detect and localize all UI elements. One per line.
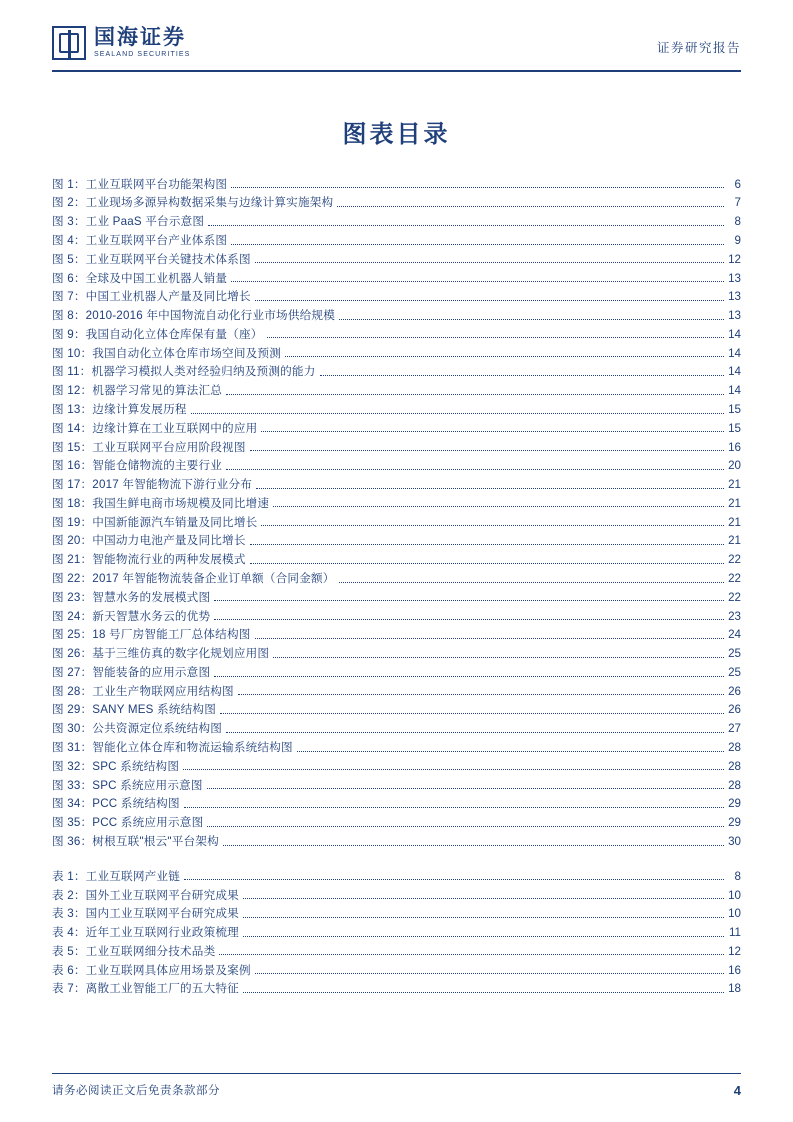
toc-entry-page: 26 [728, 684, 741, 698]
toc-entry-label: 图 16：智能仓储物流的主要行业 [52, 459, 223, 473]
toc-entry-label: 图 32：SPC 系统结构图 [52, 759, 180, 773]
toc-leader [191, 405, 724, 414]
toc-entry[interactable] [52, 231, 741, 250]
toc-entry-page: 26 [728, 703, 741, 717]
toc-entry[interactable] [52, 400, 741, 419]
toc-leader [183, 761, 724, 770]
toc-leader [243, 890, 724, 899]
toc-leader [208, 217, 724, 226]
toc-leader [339, 311, 724, 320]
toc-entry[interactable] [52, 886, 741, 905]
toc-entry-page: 12 [728, 252, 741, 266]
toc-entry[interactable] [52, 942, 741, 961]
toc-entry-page: 29 [728, 816, 741, 830]
toc-entry-page: 25 [728, 647, 741, 661]
toc-entry[interactable] [52, 194, 741, 213]
company-logo [52, 26, 190, 60]
toc-entry[interactable] [52, 213, 741, 232]
toc-entry[interactable] [52, 645, 741, 664]
toc-entry-label: 图 27：智能装备的应用示意图 [52, 665, 211, 679]
toc-leader [320, 367, 724, 376]
toc-leader [273, 498, 724, 507]
toc-entry-label: 图 5：工业互联网平台关键技术体系图 [52, 252, 251, 266]
toc-entry[interactable] [52, 980, 741, 999]
toc-leader [250, 442, 724, 451]
toc-entry-page: 14 [728, 384, 741, 398]
toc-leader [231, 179, 724, 188]
toc-leader [226, 724, 724, 733]
toc-entry-label: 图 4：工业互联网平台产业体系图 [52, 233, 228, 247]
toc-leader [231, 273, 724, 282]
toc-leader [256, 480, 724, 489]
toc-entry-label: 图 2：工业现场多源异构数据采集与边缘计算实施架构 [52, 196, 334, 210]
toc-entry-label: 图 34：PCC 系统结构图 [52, 797, 180, 811]
toc-entry-label: 图 11：机器学习模拟人类对经验归纳及预测的能力 [52, 365, 316, 379]
toc-leader [255, 630, 724, 639]
toc-entry-page: 16 [728, 440, 741, 454]
toc-entry[interactable] [52, 438, 741, 457]
toc-entry-label: 图 33：SPC 系统应用示意图 [52, 778, 203, 792]
page-header [52, 26, 741, 72]
toc-leader [250, 536, 724, 545]
toc-entry-page: 13 [728, 309, 741, 323]
toc-entry[interactable] [52, 513, 741, 532]
toc-leader [184, 799, 724, 808]
toc-entry-label: 图 3：工业 PaaS 平台示意图 [52, 215, 205, 229]
toc-entry-page: 14 [728, 365, 741, 379]
toc-entry-page: 14 [728, 327, 741, 341]
toc-entry-label: 图 14：边缘计算在工业互联网中的应用 [52, 421, 258, 435]
toc-entry[interactable] [52, 325, 741, 344]
toc-entry-label: 图 19：中国新能源汽车销量及同比增长 [52, 515, 258, 529]
toc-entry-label: 图 9：我国自动化立体仓库保有量（座） [52, 327, 263, 341]
toc-entry-label: 图 25：18 号厂房智能工厂总体结构图 [52, 628, 251, 642]
toc-entry-page: 29 [728, 797, 741, 811]
toc-entry[interactable] [52, 663, 741, 682]
toc-entry-label: 图 13：边缘计算发展历程 [52, 402, 187, 416]
disclaimer-note: 请务必阅读正文后免责条款部分 [52, 1085, 220, 1097]
toc-entry[interactable] [52, 626, 741, 645]
page-title: 图表目录 [342, 119, 451, 148]
toc-entry-label: 图 8：2010-2016 年中国物流自动化行业市场供给规模 [52, 309, 336, 323]
toc-entry-label: 表 6：工业互联网具体应用场景及案例 [52, 963, 251, 977]
toc-entry-page: 18 [728, 982, 741, 996]
toc-entry[interactable] [52, 720, 741, 739]
toc-entry-page: 7 [734, 196, 741, 210]
logo-name-cn: 国海证券 [94, 26, 186, 50]
toc-entry-page: 13 [728, 271, 741, 285]
toc-entry-label: 图 10：我国自动化立体仓库市场空间及预测 [52, 346, 282, 360]
toc-entry-page: 30 [728, 834, 741, 848]
toc-leader [220, 705, 724, 714]
toc-entry-page: 27 [728, 722, 741, 736]
toc-entry-page: 10 [728, 888, 741, 902]
page-footer [52, 1073, 741, 1098]
toc-entry-page: 15 [728, 421, 741, 435]
toc-entry[interactable] [52, 476, 741, 495]
toc-leader [261, 517, 724, 526]
toc-entry[interactable] [52, 776, 741, 795]
toc-entry-label: 图 29：SANY MES 系统结构图 [52, 703, 217, 717]
toc-entry[interactable] [52, 867, 741, 886]
toc-entry-label: 图 35：PCC 系统应用示意图 [52, 816, 204, 830]
toc-leader [238, 686, 724, 695]
toc-entry[interactable] [52, 607, 741, 626]
toc-leader [250, 555, 724, 564]
toc-leader [243, 984, 724, 993]
toc-entry-label: 图 7：中国工业机器人产量及同比增长 [52, 290, 251, 304]
toc-entry-page: 28 [728, 741, 741, 755]
toc-leader [261, 423, 724, 432]
toc-leader [226, 386, 724, 395]
table-of-contents [52, 175, 741, 999]
toc-entry[interactable] [52, 961, 741, 980]
toc-leader [255, 254, 724, 263]
toc-leader [339, 574, 724, 583]
toc-entry-label: 图 15：工业互联网平台应用阶段视图 [52, 440, 246, 454]
toc-entry-page: 22 [728, 572, 741, 585]
toc-leader [214, 611, 724, 620]
toc-entry-label: 图 21：智能物流行业的两种发展模式 [52, 553, 246, 567]
toc-entry-label: 图 12：机器学习常见的算法汇总 [52, 384, 223, 398]
toc-leader [243, 909, 724, 918]
toc-entry[interactable] [52, 382, 741, 401]
toc-leader [285, 348, 724, 357]
toc-entry-page: 6 [734, 177, 741, 191]
toc-entry-label: 图 6：全球及中国工业机器人销量 [52, 271, 228, 285]
toc-entry-page: 25 [728, 665, 741, 679]
logo-text-block [94, 27, 190, 58]
toc-entry-label: 图 26：基于三维仿真的数字化规划应用图 [52, 647, 270, 661]
toc-entry-label: 表 1：工业互联网产业链 [52, 869, 181, 883]
toc-entry-label: 表 2：国外工业互联网平台研究成果 [52, 888, 239, 902]
toc-section-gap [52, 851, 741, 867]
toc-entry-label: 图 18：我国生鲜电商市场规模及同比增速 [52, 496, 270, 510]
toc-entry-page: 15 [728, 402, 741, 416]
toc-entry[interactable] [52, 832, 741, 851]
toc-entry[interactable] [52, 494, 741, 513]
toc-entry[interactable] [52, 905, 741, 924]
toc-leader [297, 743, 724, 752]
toc-entry-page: 22 [728, 553, 741, 567]
toc-entry[interactable] [52, 363, 741, 382]
toc-entry-page: 21 [728, 496, 741, 510]
page-number: 4 [733, 1082, 741, 1098]
toc-entry-page: 16 [728, 963, 741, 977]
toc-entry[interactable] [52, 250, 741, 269]
logo-name-en: SEALAND SECURITIES [94, 51, 191, 59]
toc-entry-page: 12 [728, 944, 741, 958]
toc-entry-page: 10 [728, 907, 741, 921]
toc-entry-page: 22 [728, 590, 741, 604]
toc-entry[interactable] [52, 701, 741, 720]
toc-leader [214, 668, 724, 677]
toc-entry[interactable] [52, 419, 741, 438]
toc-entry[interactable] [52, 757, 741, 776]
toc-entry-page: 21 [728, 478, 741, 492]
toc-entry[interactable] [52, 682, 741, 701]
toc-leader [267, 329, 724, 338]
toc-entry-label: 图 36：树根互联"根云"平台架构 [52, 834, 219, 848]
toc-entry[interactable] [52, 814, 741, 833]
toc-entry[interactable] [52, 923, 741, 942]
toc-entry[interactable] [52, 738, 741, 757]
toc-entry-page: 11 [728, 926, 741, 940]
toc-entry-page: 8 [734, 869, 741, 883]
sealand-logo-icon [52, 26, 86, 60]
toc-entry[interactable] [52, 306, 741, 325]
toc-entry[interactable] [52, 532, 741, 551]
toc-entry-label: 表 5：工业互联网细分技术品类 [52, 944, 216, 958]
toc-leader [184, 871, 724, 880]
toc-leader [255, 292, 724, 301]
toc-entry[interactable] [52, 588, 741, 607]
toc-leader [226, 461, 724, 470]
toc-entry-page: 9 [734, 233, 741, 247]
toc-entry-page: 21 [728, 534, 741, 548]
toc-entry[interactable] [52, 175, 741, 194]
toc-entry[interactable] [52, 288, 741, 307]
report-type-label: 证券研究报告 [656, 41, 741, 55]
toc-leader [231, 236, 724, 245]
toc-entry-page: 28 [728, 759, 741, 773]
toc-entry-label: 图 17：2017 年智能物流下游行业分布 [52, 478, 253, 492]
toc-entry[interactable] [52, 269, 741, 288]
toc-leader [207, 780, 724, 789]
toc-leader [255, 965, 724, 974]
toc-entry-label: 图 22：2017 年智能物流装备企业订单额（合同金额） [52, 572, 335, 585]
toc-leader [214, 592, 724, 601]
toc-entry-label: 表 4：近年工业互联网行业政策梳理 [52, 926, 239, 940]
toc-entry[interactable] [52, 457, 741, 476]
toc-leader [243, 928, 724, 937]
toc-entry-page: 20 [728, 459, 741, 473]
toc-leader [223, 837, 724, 846]
toc-entry-page: 8 [734, 215, 741, 229]
toc-entry-page: 14 [728, 346, 741, 360]
toc-entry-label: 图 31：智能化立体仓库和物流运输系统结构图 [52, 741, 293, 755]
toc-entry[interactable] [52, 569, 741, 588]
toc-entry-page: 21 [728, 515, 741, 529]
toc-leader [207, 818, 724, 827]
toc-entry-page: 28 [728, 778, 741, 792]
toc-entry-label: 表 7：离散工业智能工厂的五大特征 [52, 982, 239, 996]
toc-entry-label: 图 30：公共资源定位系统结构图 [52, 722, 223, 736]
toc-entry-page: 24 [728, 628, 741, 642]
toc-figures-group [52, 175, 741, 851]
toc-tables-group [52, 867, 741, 998]
toc-entry-page: 23 [728, 609, 741, 623]
toc-leader [219, 946, 724, 955]
toc-entry-label: 图 20：中国动力电池产量及同比增长 [52, 534, 246, 548]
toc-entry-label: 图 28：工业生产物联网应用结构图 [52, 684, 234, 698]
toc-entry-label: 表 3：国内工业互联网平台研究成果 [52, 907, 239, 921]
toc-entry-label: 图 1：工业互联网平台功能架构图 [52, 177, 228, 191]
toc-entry[interactable] [52, 795, 741, 814]
toc-entry[interactable] [52, 551, 741, 570]
toc-leader [337, 198, 724, 207]
toc-entry[interactable] [52, 344, 741, 363]
toc-entry-label: 图 23：智慧水务的发展模式图 [52, 590, 211, 604]
toc-entry-label: 图 24：新天智慧水务云的优势 [52, 609, 211, 623]
toc-leader [273, 649, 724, 658]
toc-entry-page: 13 [728, 290, 741, 304]
